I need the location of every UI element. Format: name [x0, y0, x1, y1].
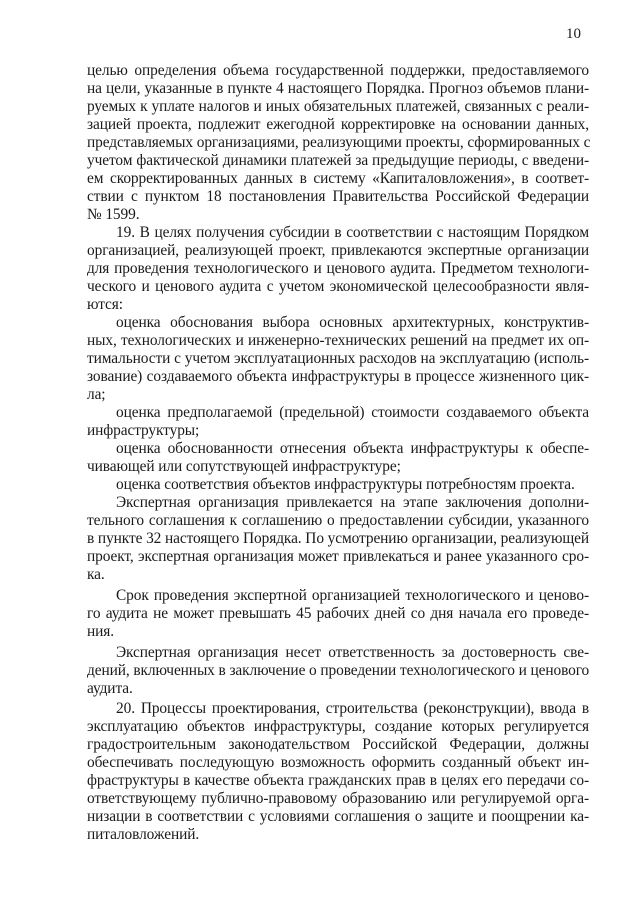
text-line: ка.	[87, 566, 105, 583]
text-line: Срок проведения экспертной организацией технологического и ценово-	[116, 587, 589, 604]
text-line: зование) создаваемого объекта инфраструктуры в процессе жизненного цик-	[87, 368, 589, 385]
text-line: оценка предполагаемой (предельной) стоимости создаваемого объекта	[116, 404, 589, 421]
text-line: ем скорректированных данных в систему «Капиталовложения», в соответ-	[87, 170, 589, 187]
text-line: целью определения объема государственной поддержки, предоставляемого	[87, 62, 589, 79]
text-line: го аудита не может превышать 45 рабочих дней со дня начала его проведе-	[87, 605, 589, 622]
text-line: организацией, реализующей проект, привлекаются экспертные организации	[87, 242, 589, 259]
text-line: ла;	[87, 386, 106, 403]
text-line: обеспечивать последующую возможность оформить созданный объект ин-	[87, 754, 589, 771]
page-number: 10	[566, 26, 581, 42]
text-line: представляемых организациями, реализующими проекты, сформированных с	[87, 134, 591, 151]
text-line: ствии с пунктом 18 постановления Правительства Российской Федерации	[87, 188, 589, 205]
text-line: в пункте 32 настоящего Порядка. По усмотрению организации, реализующей	[87, 530, 589, 547]
text-line: Экспертная организация привлекается на этапе заключения дополни-	[116, 494, 589, 511]
text-line: дений, включенных в заключение о проведении технологического и ценового	[87, 662, 590, 679]
text-line: тельного соглашения к соглашению о предоставлении субсидии, указанного	[87, 512, 589, 529]
text-line: зацией проекта, подлежит ежегодной корректировке на основании данных,	[87, 116, 589, 133]
text-line: фраструктуры в качестве объекта гражданских прав в целях его передачи со-	[87, 772, 589, 789]
text-line: ных, технологических и инженерно-технических решений на предмет их оп-	[87, 332, 589, 349]
text-line: инфраструктуры;	[87, 422, 200, 439]
text-line: оценка обоснованности отнесения объекта инфраструктуры к обеспе-	[116, 440, 589, 457]
text-line: ются:	[87, 296, 123, 313]
text-line: эксплуатацию объектов инфраструктуры, создание которых регулируется	[87, 718, 589, 735]
text-line: тимальности с учетом эксплуатационных расходов на эксплуатацию (исполь-	[87, 350, 589, 367]
text-line: градостроительным законодательством Российской Федерации, должны	[87, 736, 589, 753]
text-line: ния.	[87, 623, 114, 640]
text-line: чивающей или сопутствующей инфраструктуре;	[87, 458, 401, 475]
text-line: низации в соответствии с условиями соглашения о защите и поощрении ка-	[87, 808, 589, 825]
text-line: питаловложений.	[87, 826, 200, 843]
text-line: оценка соответствия объектов инфраструктуры потребностям проекта.	[116, 476, 575, 493]
text-line: Экспертная организация несет ответственность за достоверность све-	[116, 644, 589, 661]
text-line: 19. В целях получения субсидии в соответствии с настоящим Порядком	[116, 224, 589, 241]
text-line: аудита.	[87, 680, 133, 697]
text-line: ческого и ценового аудита с учетом экономической целесообразности явля-	[87, 278, 589, 295]
text-line: оценка обоснования выбора основных архитектурных, конструктив-	[116, 314, 589, 331]
text-line: ответствующему публично-правовому образованию или регулируемой орга-	[87, 790, 589, 807]
text-line: на цели, указанные в пункте 4 настоящего Порядка. Прогноз объемов плани-	[87, 80, 589, 97]
text-line: руемых к уплате налогов и иных обязательных платежей, связанных с реали-	[87, 98, 589, 115]
text-line: № 1599.	[87, 206, 140, 223]
text-line: для проведения технологического и ценового аудита. Предметом технологи-	[87, 260, 589, 277]
text-line: учетом фактической динамики платежей за предыдущие периоды, с введени-	[87, 152, 589, 169]
text-line: проект, экспертная организация может привлекаться и ранее указанного сро-	[87, 548, 589, 565]
text-line: 20. Процессы проектирования, строительства (реконструкции), ввода в	[116, 700, 589, 717]
